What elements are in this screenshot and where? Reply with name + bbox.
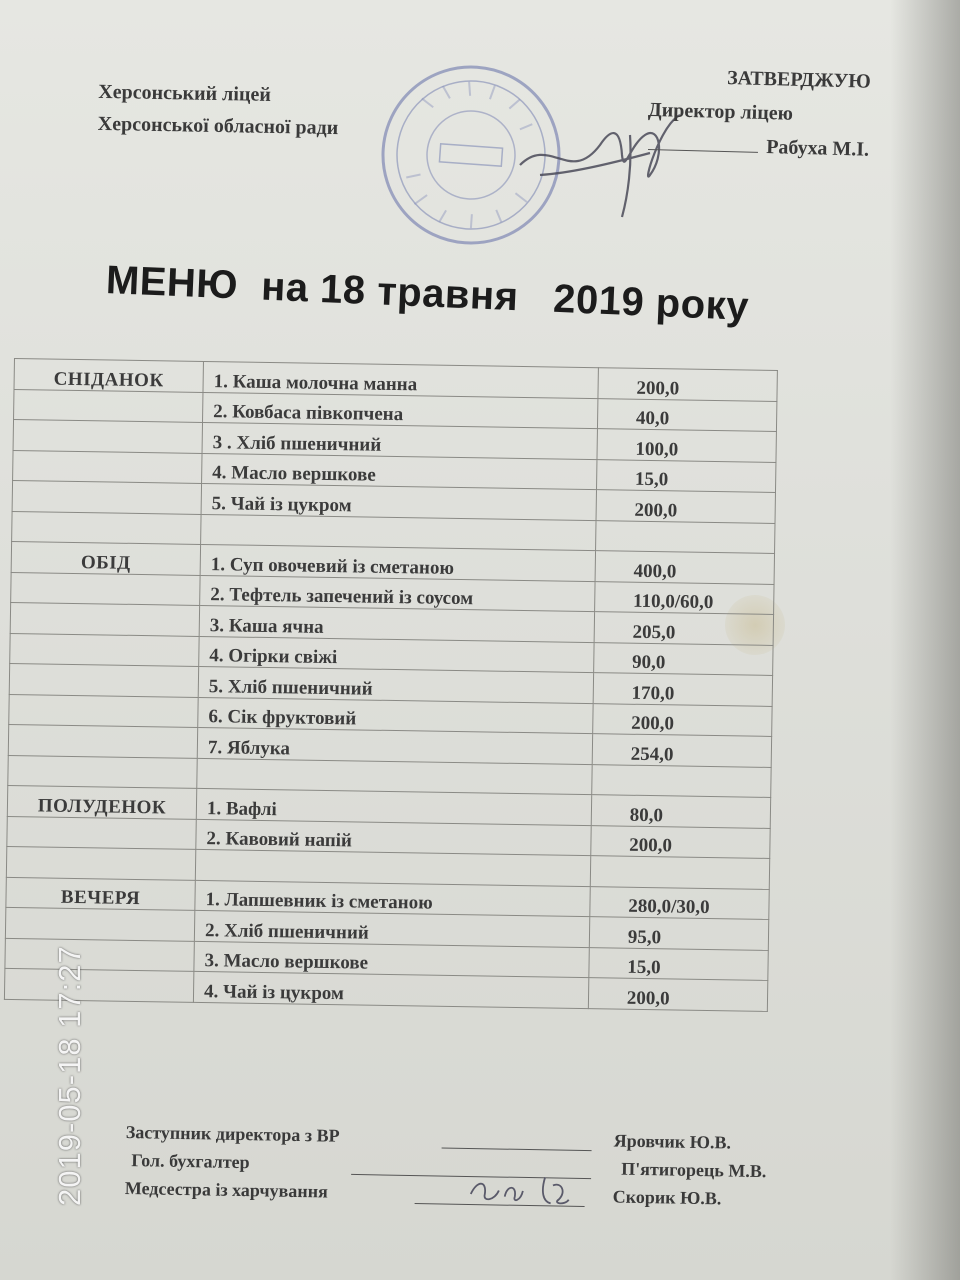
meal-cell (6, 846, 195, 879)
quantity-cell: 15,0 (596, 459, 776, 492)
meal-cell (10, 602, 199, 635)
dish-cell: 4. Чай із цукром (193, 971, 588, 1008)
quantity-cell (592, 764, 772, 797)
dish-cell: 6. Сік фруктовий (198, 697, 593, 734)
quantity-cell: 280,0/30,0 (590, 886, 770, 919)
meal-cell (5, 907, 194, 940)
dish-cell: 3 . Хліб пшеничний (202, 422, 597, 459)
dish-cell: 1. Каша молочна манна (203, 361, 598, 398)
quantity-cell: 254,0 (592, 734, 772, 767)
meal-cell (12, 511, 201, 544)
quantity-cell: 110,0/60,0 (594, 581, 774, 614)
menu-table (4, 358, 778, 1020)
meal-cell (9, 663, 198, 696)
deputy-role: Заступник директора з ВР (125, 1122, 340, 1146)
dish-cell: 3. Масло вершкове (194, 941, 589, 978)
meal-cell (7, 816, 196, 849)
director-name: Рабуха М.І. (765, 136, 870, 161)
deputy-name: Яровчик Ю.В. (613, 1130, 732, 1153)
quantity-cell (595, 520, 775, 553)
camera-timestamp: 2019-05-18 17:27 (52, 945, 87, 1206)
quantity-cell: 205,0 (594, 612, 774, 645)
quantity-cell (590, 856, 770, 889)
org-line-2: Херсонської обласної ради (97, 112, 339, 140)
dish-cell: 1. Суп овочевий із сметаною (200, 544, 595, 581)
quantity-cell: 200,0 (592, 703, 772, 736)
dish-cell: 2. Ковбаса півкопчена (203, 392, 598, 429)
meal-cell (11, 572, 200, 605)
quantity-cell: 170,0 (593, 673, 773, 706)
quantity-cell: 200,0 (598, 368, 778, 401)
meal-cell (10, 633, 199, 666)
accountant-name: П'ятигорець М.В. (621, 1158, 767, 1182)
dish-cell: 4. Огірки свіжі (199, 636, 594, 673)
meal-cell (14, 389, 203, 422)
signatures-footer (125, 1122, 866, 1219)
organization-header (97, 76, 339, 144)
meal-cell (9, 694, 198, 727)
nurse-signature (465, 1170, 576, 1212)
quantity-cell: 90,0 (593, 642, 773, 675)
meal-cell: ПОЛУДЕНОК (7, 785, 196, 818)
dish-cell: 1. Лапшевник із сметаною (195, 880, 590, 917)
menu-title: МЕНЮ на 18 травня 2019 року (105, 258, 750, 329)
quantity-cell: 80,0 (591, 795, 771, 828)
dish-cell: 7. Яблука (197, 727, 592, 764)
nurse-name: Скорик Ю.В. (612, 1186, 722, 1209)
dish-cell: 4. Масло вершкове (202, 453, 597, 490)
meal-cell: СНІДАНОК (14, 359, 203, 392)
dish-cell: 5. Хліб пшеничний (198, 666, 593, 703)
meal-cell (12, 480, 201, 513)
dish-cell: 2. Хліб пшеничний (194, 910, 589, 947)
meal-cell (5, 938, 194, 971)
deputy-signature-line (442, 1148, 592, 1152)
director-title: Директор ліцею (647, 98, 794, 125)
quantity-cell: 100,0 (597, 429, 777, 462)
dish-cell: 2. Тефтель запечений із соусом (200, 575, 595, 612)
meal-cell (4, 968, 193, 1001)
quantity-cell: 40,0 (597, 398, 777, 431)
quantity-cell: 95,0 (589, 917, 769, 950)
meal-cell (8, 724, 197, 757)
meal-cell (13, 450, 202, 483)
quantity-cell: 400,0 (595, 551, 775, 584)
page-edge-shadow (890, 0, 960, 1280)
quantity-cell: 200,0 (588, 978, 768, 1011)
dish-cell: 1. Вафлі (196, 788, 591, 825)
approval-block (639, 59, 892, 168)
approve-label: ЗАТВЕРДЖУЮ (726, 66, 872, 93)
dish-cell: 2. Кавовий напій (196, 819, 591, 856)
meal-cell: ОБІД (11, 541, 200, 574)
quantity-cell: 15,0 (589, 947, 769, 980)
signature-line (648, 149, 758, 153)
accountant-role: Гол. бухгалтер (131, 1150, 250, 1173)
dish-cell: 3. Каша ячна (199, 605, 594, 642)
dish-cell: 5. Чай із цукром (201, 483, 596, 520)
org-line-1: Херсонський ліцей (98, 80, 272, 106)
meal-cell: ВЕЧЕРЯ (6, 877, 195, 910)
quantity-cell: 200,0 (596, 490, 776, 523)
meal-cell (13, 420, 202, 453)
meal-cell (8, 755, 197, 788)
nurse-role: Медсестра із харчування (124, 1177, 329, 1202)
quantity-cell: 200,0 (591, 825, 771, 858)
